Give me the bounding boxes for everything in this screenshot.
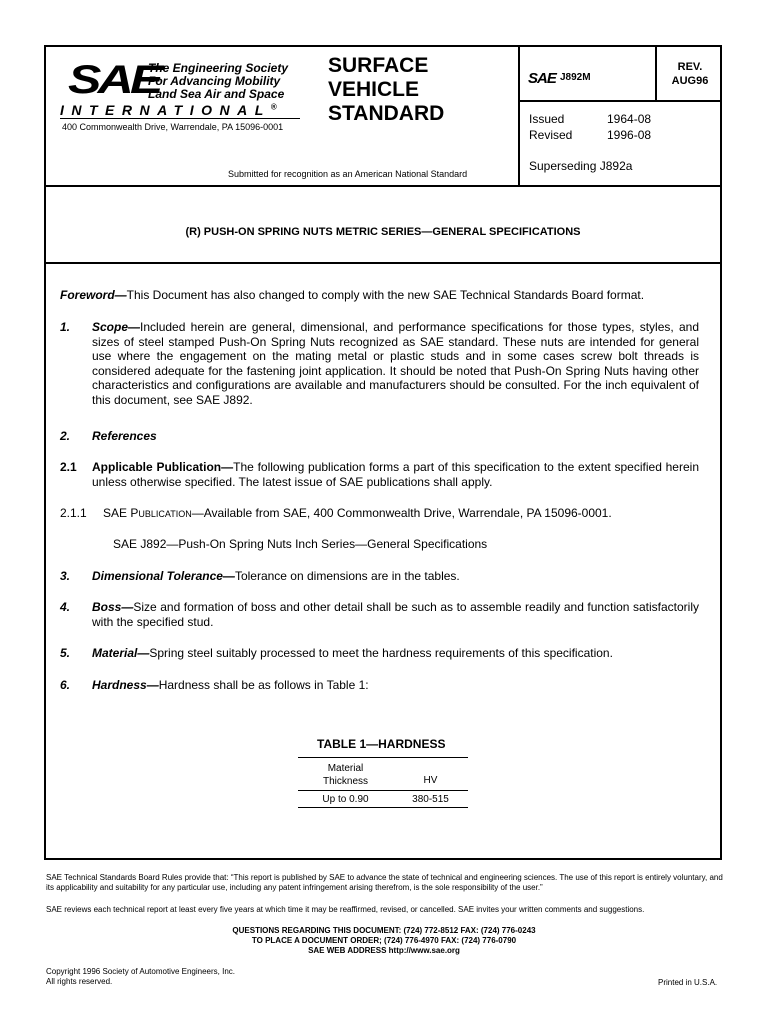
sae-small-logo: SAE (528, 70, 556, 87)
sae-tagline: The Engineering Society For Advancing Mobility Land Sea Air and Space (148, 61, 289, 101)
sae-logo: SAE (68, 58, 160, 102)
international-wordmark: INTERNATIONAL® (60, 102, 277, 118)
table-top-rule (298, 757, 468, 758)
sae-address: 400 Commonwealth Drive, Warrendale, PA 15096-0001 (62, 122, 284, 132)
superseding-note: Superseding J892a (529, 159, 633, 173)
table-cell: Up to 0.90 (322, 794, 369, 805)
header-column-divider (518, 45, 520, 186)
printed-in: Printed in U.S.A. (658, 978, 718, 987)
wordmark-rule (60, 118, 300, 119)
registered-mark: ® (270, 102, 277, 112)
header-divider (44, 185, 722, 187)
review-note: SAE reviews each technical report at least every five years at which time it may be reaffirmed, revised, or cancelled. SAE invites your written comments and suggestions. (46, 905, 645, 914)
table-title: TABLE 1—HARDNESS (317, 737, 446, 751)
sae-j892-reference: SAE J892—Push-On Spring Nuts Inch Series—General Specifications (113, 537, 488, 551)
issue-dates: Issued 1964-08 Revised 1996-08 (529, 112, 652, 142)
table-bottom-rule (298, 807, 468, 808)
dimensional-tolerance-section: 3. Dimensional Tolerance—Tolerance on dimensions are in the tables. (60, 569, 460, 583)
title-divider (44, 262, 722, 264)
material-section: 5. Material—Spring steel suitably processed to meet the hardness requirements of this specification. (60, 646, 613, 660)
scope-section: 1. Scope—Included herein are general, dimensional, and performance specifications for those types, styles, and sizes of steel stamped Push-On Spring Nuts recognized as SAE standard. These nuts are intended for general use where the engagement on the mating metal or plastic studs and in some cases screw bolt threads is considered adequate for the fastening joint application. It should be noted that Push-On Spring Nuts having other characteristics and configurations are available and manufacturers should be consulted. For the inch equivalent of this document, see SAE J892. (60, 320, 699, 407)
revision-box: REV. AUG96 (671, 61, 709, 87)
document-title: (R) PUSH-ON SPRING NUTS METRIC SERIES—GENERAL SPECIFICATIONS (185, 226, 581, 238)
table-cell: 380-515 (412, 794, 449, 805)
rev-column-divider (655, 45, 657, 101)
docnum-divider (518, 100, 722, 102)
table-header-hv: HV (423, 775, 438, 786)
applicable-publication-section: 2.1 Applicable Publication—The following publication forms a part of this specification to the extent specified herein unless otherwise specified. The latest issue of SAE publications shall apply. (60, 460, 699, 489)
boss-section: 4. Boss—Size and formation of boss and other detail shall be such as to assemble readily and function satisfactorily with the specified stud. (60, 600, 699, 629)
hardness-section: 6. Hardness—Hardness shall be as follows in Table 1: (60, 678, 369, 692)
contact-info: QUESTIONS REGARDING THIS DOCUMENT: (724) 772-8512 FAX: (724) 776-0243 TO PLACE A DOCUMENT ORDER; (724) 776-4970 FAX: (724) 776-0790 SAE WEB ADDRESS http://www.sae.org (232, 926, 536, 955)
table-header-rule (298, 790, 468, 791)
table-header-thickness: Material Thickness (322, 763, 368, 787)
references-heading: 2. References (60, 429, 157, 443)
submitted-note: Submitted for recognition as an American National Standard (228, 169, 468, 179)
copyright-notice: Copyright 1996 Society of Automotive Engineers, Inc. All rights reserved. (46, 967, 235, 986)
foreword-paragraph: Foreword—This Document has also changed to comply with the new SAE Technical Standards Board format. (60, 288, 645, 302)
tsb-rules-note: SAE Technical Standards Board Rules provide that: “This report is published by SAE to advance the state of technical and engineering sciences. The use of this report is entirely voluntary, and its applicability and suitability for any particular use, including any patent infringement arising therefrom, is the sole responsibility of the user.” (46, 873, 723, 892)
document-type: SURFACE VEHICLE STANDARD (328, 54, 445, 125)
sae-publication-section: 2.1.1 SAE PUBLICATION—Available from SAE, 400 Commonwealth Drive, Warrendale, PA 15096-0001. (60, 506, 612, 520)
document-number: J892M (560, 72, 591, 83)
